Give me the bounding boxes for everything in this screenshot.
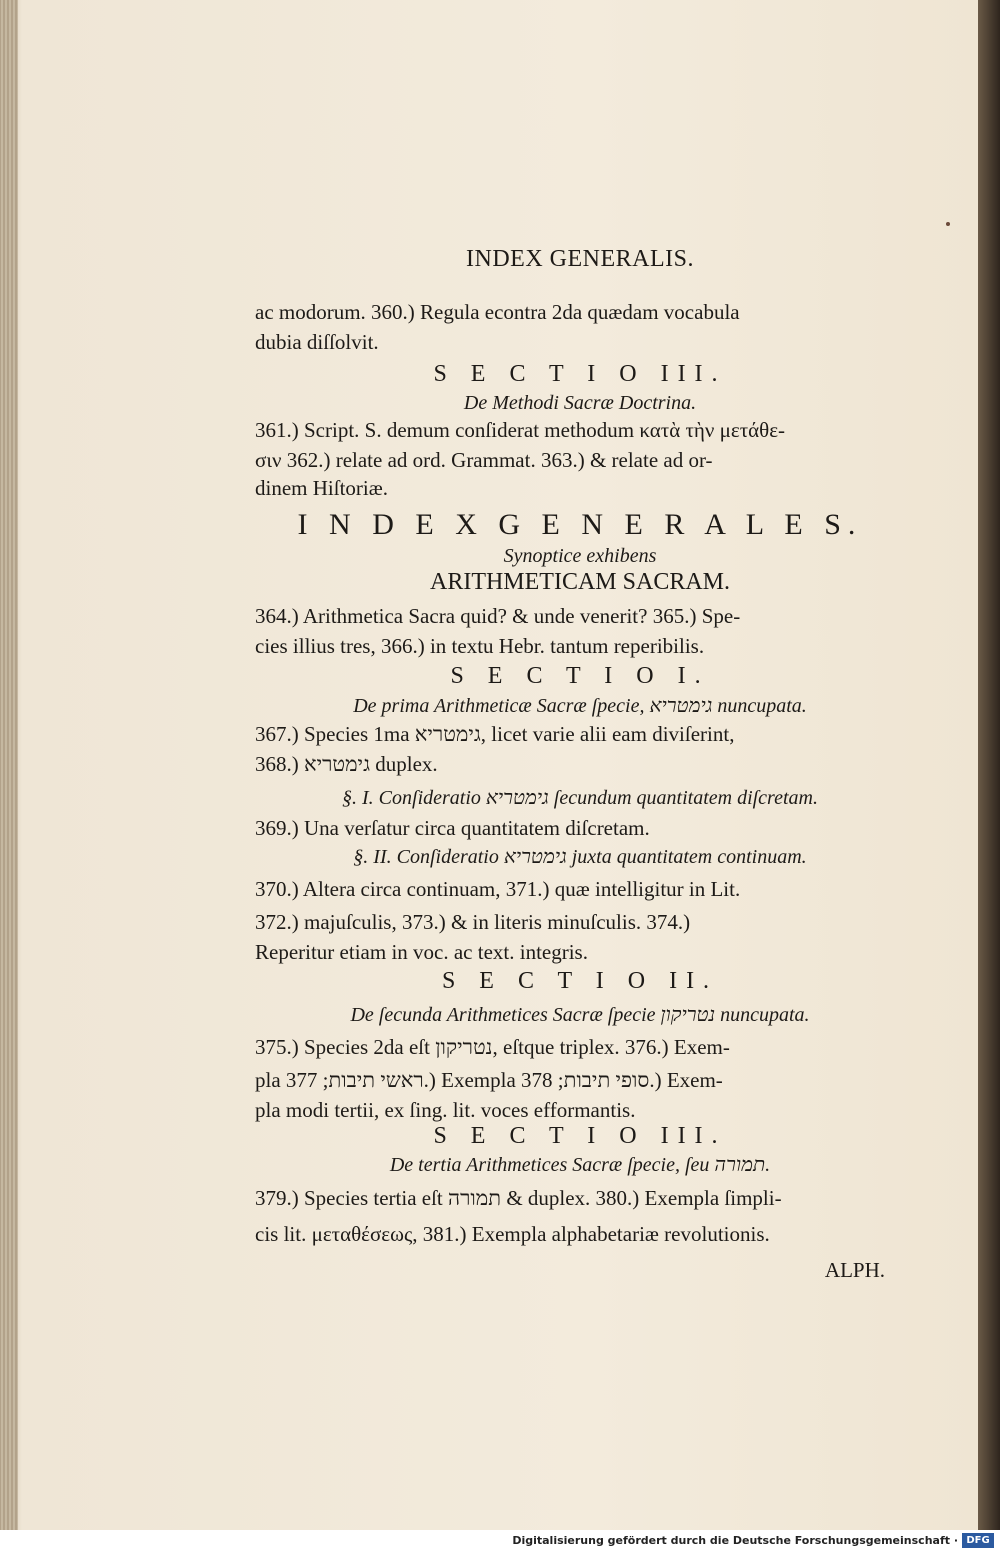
- section-heading: S E C T I O I.: [450, 663, 710, 689]
- text-line: pla ראשי תיבות; 377.) Exempla סופי תיבות; 378.) Exem-: [255, 1068, 723, 1092]
- section-subtitle: De Methodi Sacræ Doctrina.: [463, 392, 697, 414]
- section-heading: S E C T I O III.: [433, 361, 727, 387]
- section-subtitle: De tertia Arithmetices Sacræ ſpecie, ſeu תמורה.: [389, 1154, 771, 1176]
- section-heading: S E C T I O II.: [441, 968, 719, 994]
- paragraph-heading: §. II. Conſideratio גימטריא juxta quantitatem continuam.: [353, 846, 807, 868]
- text-line: ac modorum. 360.) Regula econtra 2da quædam vocabula: [255, 300, 740, 324]
- section-heading: S E C T I O III.: [433, 1123, 727, 1149]
- ink-spot: [946, 222, 950, 226]
- text-line: 361.) Script. S. demum conſiderat methodum κατὰ τὴν μετάθε-: [255, 418, 786, 442]
- text-line: 375.) Species 2da eſt נטריקון, eſtque triplex. 376.) Exem-: [255, 1035, 730, 1059]
- text-line: 367.) Species 1ma גימטריא, licet varie alii eam diviſerint,: [255, 722, 735, 746]
- text-line: pla modi tertii, ex ſing. lit. voces efformantis.: [255, 1098, 636, 1122]
- text-line: cis lit. μεταθέσεως, 381.) Exempla alphabetariæ revolutionis.: [255, 1222, 770, 1246]
- catchword: ALPH.: [824, 1258, 885, 1282]
- page-gutter: [0, 0, 18, 1530]
- text-line: 364.) Arithmetica Sacra quid? & unde venerit? 365.) Spe-: [255, 604, 741, 628]
- book-cover-edge: [978, 0, 1000, 1530]
- text-line: dinem Hiſtoriæ.: [255, 476, 388, 500]
- index-title: I N D E X G E N E R A L E S.: [297, 508, 863, 541]
- text-line: dubia diſſolvit.: [255, 330, 379, 354]
- dfg-logo-icon: DFG: [962, 1533, 994, 1548]
- index-subtitle: Synoptice exhibens: [503, 545, 657, 567]
- text-line: Reperitur etiam in voc. ac text. integris.: [255, 940, 588, 964]
- paragraph-heading: §. I. Conſideratio גימטריא ſecundum quantitatem diſcretam.: [342, 787, 818, 809]
- text-line: 370.) Altera circa continuam, 371.) quæ intelligitur in Lit.: [255, 877, 741, 901]
- footer-credit: Digitalisierung gefördert durch die Deutsche Forschungsgemeinschaft ·: [512, 1534, 958, 1547]
- text-line: 372.) majuſculis, 373.) & in literis minuſculis. 374.): [255, 910, 691, 934]
- text-line: σιν 362.) relate ad ord. Grammat. 363.) & relate ad or-: [255, 448, 713, 472]
- running-head: INDEX GENERALIS.: [466, 246, 694, 272]
- footer-bar: [0, 1530, 1000, 1552]
- text-line: cies illius tres, 366.) in textu Hebr. tantum reperibilis.: [255, 634, 705, 658]
- text-line: 379.) Species tertia eſt תמורה & duplex. 380.) Exempla ſimpli-: [255, 1186, 782, 1210]
- section-subtitle: De prima Arithmeticæ Sacræ ſpecie, גימטריא nuncupata.: [353, 695, 807, 717]
- text-line: 368.) גימטריא duplex.: [255, 752, 438, 776]
- section-subtitle: De ſecunda Arithmetices Sacræ ſpecie נטריקון nuncupata.: [350, 1004, 810, 1026]
- index-topic: ARITHMETICAM SACRAM.: [429, 569, 731, 595]
- text-line: 369.) Una verſatur circa quantitatem diſcretam.: [255, 816, 650, 840]
